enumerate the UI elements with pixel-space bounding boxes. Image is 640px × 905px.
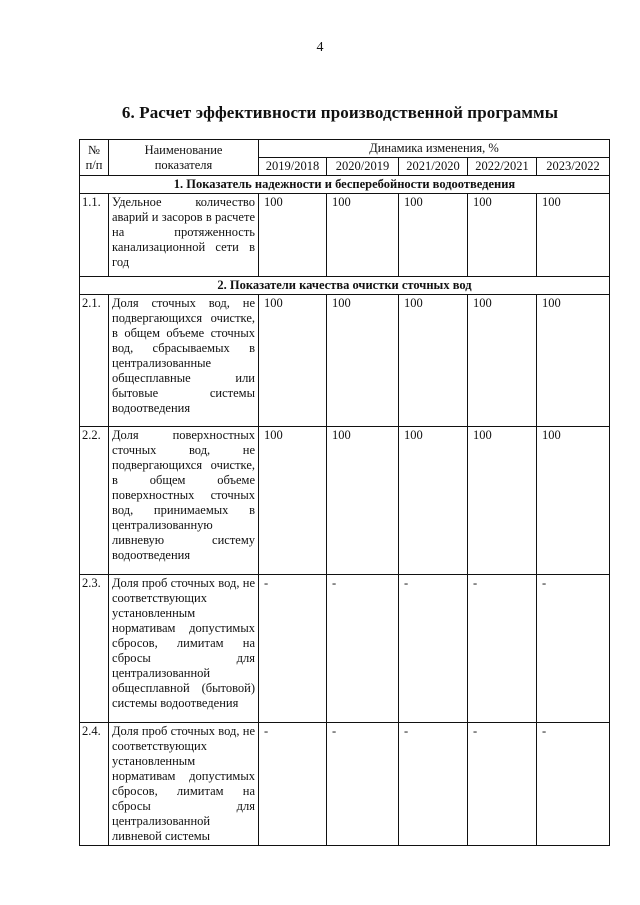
value-cell: - — [537, 575, 610, 723]
year-header: 2019/2018 — [259, 158, 327, 176]
page-number: 4 — [316, 40, 324, 55]
table-row — [80, 723, 610, 846]
value-cell: - — [399, 723, 468, 846]
value-cell: - — [259, 575, 327, 723]
section-title: 1. Показатель надежности и бесперебойности водоотведения — [80, 176, 610, 194]
value-cell: 100 — [537, 427, 610, 575]
efficiency-table — [79, 139, 610, 846]
value-cell: - — [468, 575, 537, 723]
section-title: 2. Показатели качества очистки сточных вод — [80, 277, 610, 295]
table-header-row — [80, 140, 610, 158]
row-number: 2.4. — [80, 723, 109, 846]
num-header — [80, 140, 109, 176]
value-cell: 100 — [468, 194, 537, 277]
value-cell: 100 — [399, 427, 468, 575]
value-cell: 100 — [537, 194, 610, 277]
year-header: 2020/2019 — [327, 158, 399, 176]
value-cell: 100 — [259, 295, 327, 427]
table-row — [80, 427, 610, 575]
row-number: 1.1. — [80, 194, 109, 277]
table-row — [80, 194, 610, 277]
row-number: 2.3. — [80, 575, 109, 723]
value-cell: - — [259, 723, 327, 846]
document-title: 6. Расчет эффективности производственной программы — [121, 103, 559, 122]
indicator-name: Доля проб сточных вод, не соответствующих установленным нормативам допустимых сбросов, лимитам на сбросы для централизованной ливневой системы — [109, 723, 259, 846]
indicator-name: Доля сточных вод, не подвергающихся очистке, в общем объеме сточных вод, сбрасываемых в централизованные общесплавные или бытовые системы водоотведения — [109, 295, 259, 427]
table-row — [80, 295, 610, 427]
name-header-top: Наименование — [144, 142, 223, 157]
year-header: 2022/2021 — [468, 158, 537, 176]
value-cell: 100 — [399, 194, 468, 277]
row-number: 2.1. — [80, 295, 109, 427]
row-number: 2.2. — [80, 427, 109, 575]
year-header: 2023/2022 — [537, 158, 610, 176]
value-cell: 100 — [399, 295, 468, 427]
indicator-name: Удельное количество аварий и засоров в расчете на протяженность канализационной сети в год — [109, 194, 259, 277]
year-header: 2021/2020 — [399, 158, 468, 176]
value-cell: - — [327, 723, 399, 846]
value-cell: - — [399, 575, 468, 723]
value-cell: 100 — [327, 295, 399, 427]
table-row — [80, 575, 610, 723]
name-header — [109, 140, 259, 176]
indicator-name: Доля поверхностных сточных вод, не подвергающихся очистке, в общем объеме поверхностных сточных вод, принимаемых в централизованную ливневую систему водоотведения — [109, 427, 259, 575]
value-cell: - — [327, 575, 399, 723]
value-cell: 100 — [327, 427, 399, 575]
value-cell: 100 — [468, 295, 537, 427]
section-header-row — [80, 176, 610, 194]
dynamics-header: Динамика изменения, % — [259, 140, 610, 158]
indicator-name: Доля проб сточных вод, не соответствующих установленным нормативам допустимых сбросов, лимитам на сбросы для централизованной общесплавной (бытовой) системы водоотведения — [109, 575, 259, 723]
value-cell: 100 — [468, 427, 537, 575]
value-cell: 100 — [259, 427, 327, 575]
value-cell: - — [468, 723, 537, 846]
num-header-top: № — [88, 142, 100, 157]
value-cell: - — [537, 723, 610, 846]
value-cell: 100 — [537, 295, 610, 427]
num-header-bottom: п/п — [85, 157, 103, 172]
section-header-row — [80, 277, 610, 295]
value-cell: 100 — [259, 194, 327, 277]
value-cell: 100 — [327, 194, 399, 277]
name-header-bottom: показателя — [154, 157, 213, 172]
